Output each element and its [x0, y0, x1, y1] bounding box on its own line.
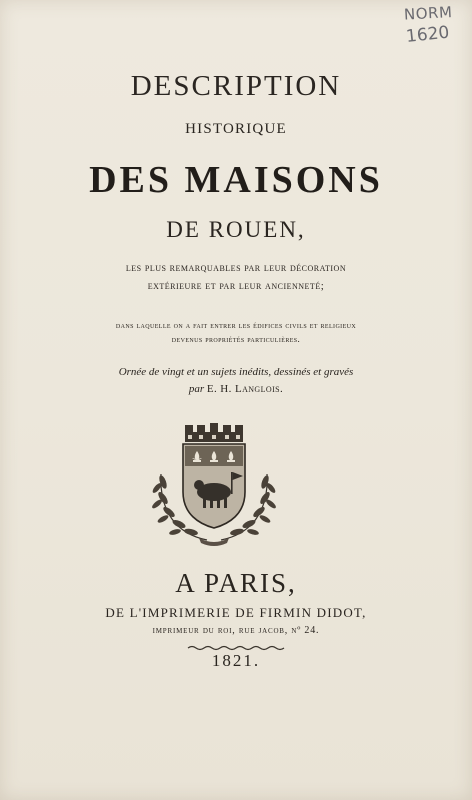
pencil-annotation	[403, 3, 464, 47]
coat-of-arms-icon	[147, 422, 281, 546]
author-line	[0, 383, 472, 395]
imprint-address: imprimeur du roi, rue jacob, nº 24.	[152, 625, 320, 636]
author-name: E. H. Langlois.	[206, 383, 284, 395]
annotation-line-2: 1620	[405, 22, 451, 47]
author-prefix: par	[188, 383, 205, 395]
subtitle-line-1: les plus remarquables par leur décoration	[125, 262, 347, 274]
subtitle-line-2: extérieure et par leur ancienneté;	[147, 280, 325, 292]
imprint-printer: DE L'IMPRIMERIE DE FIRMIN DIDOT,	[105, 605, 367, 620]
illustrations-line: Ornée de vingt et un sujets inédits, dessinés et gravés	[118, 366, 354, 378]
subtitle-line-4: devenus propriétés particulières.	[171, 334, 301, 344]
subtitle-line-3: dans laquelle on a fait entrer les édifices civils et religieux	[115, 320, 357, 330]
title-line-4: DE ROUEN,	[166, 217, 306, 242]
imprint-year: 1821.	[211, 651, 261, 670]
imprint-city: A PARIS,	[175, 568, 297, 598]
title-line-2: HISTORIQUE	[185, 121, 287, 137]
annotation-line-1: NORM	[403, 3, 453, 24]
title-line-3: DES MAISONS	[89, 159, 383, 201]
title-line-1: DESCRIPTION	[130, 70, 342, 102]
